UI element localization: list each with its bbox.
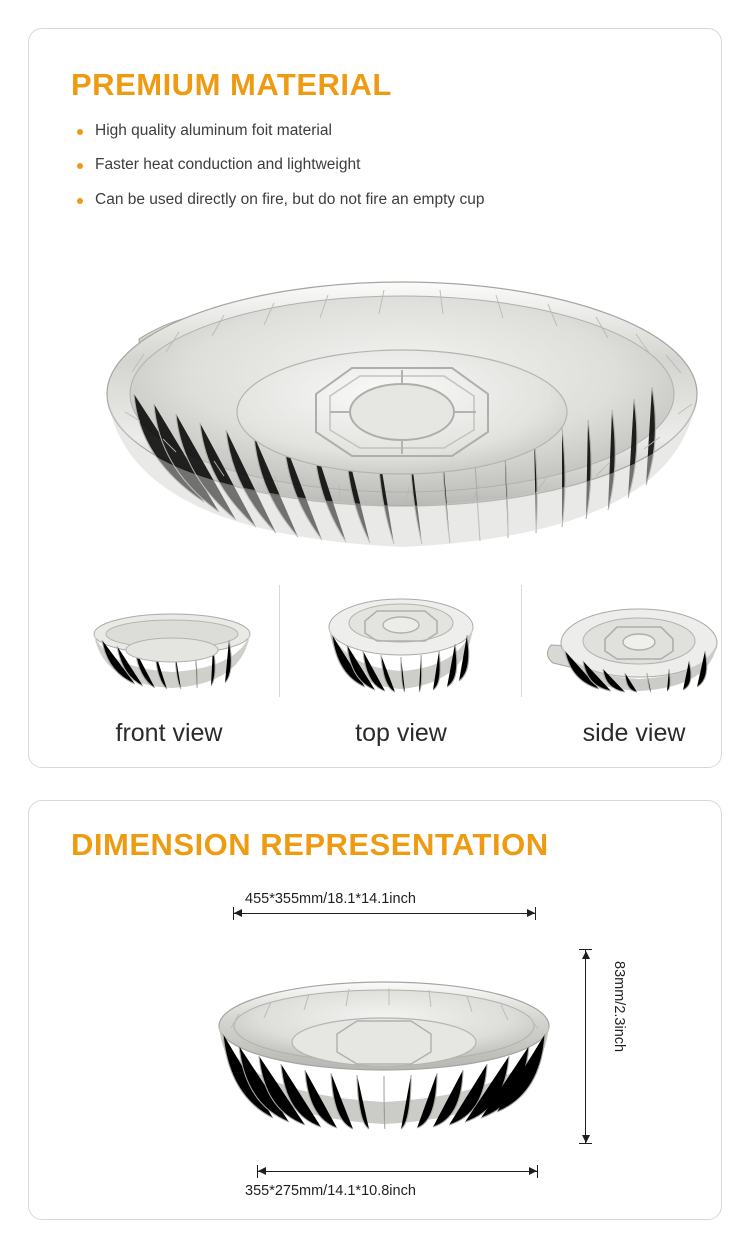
dimension-product-image bbox=[209, 976, 559, 1136]
dimension-bottom-arrow-line bbox=[257, 1171, 537, 1172]
foil-pan-hero-illustration bbox=[84, 244, 704, 574]
premium-material-title: PREMIUM MATERIAL bbox=[71, 67, 392, 102]
divider bbox=[521, 585, 522, 697]
front-view-label: front view bbox=[115, 719, 223, 747]
dimension-right-cap-top bbox=[579, 949, 592, 950]
dimension-bottom-cap-right bbox=[537, 1165, 538, 1178]
dimension-top-cap-right bbox=[535, 907, 536, 920]
dimension-representation-title: DIMENSION REPRESENTATION bbox=[71, 827, 549, 862]
dimension-right-cap-bottom bbox=[579, 1143, 592, 1144]
divider bbox=[279, 585, 280, 697]
dimension-right-arrowhead-bottom bbox=[582, 1135, 590, 1143]
list-item: High quality aluminum foit material bbox=[77, 123, 484, 139]
dimension-top-label: 455*355mm/18.1*14.1inch bbox=[245, 891, 416, 907]
dimension-right-arrowhead-top bbox=[582, 951, 590, 959]
hero-product-image bbox=[84, 244, 704, 574]
list-item: Can be used directly on fire, but do not fire an empty cup bbox=[77, 192, 484, 208]
dimension-right-arrow-line bbox=[585, 949, 586, 1143]
dimension-right-label: 83mm/2.3inch bbox=[611, 961, 627, 1053]
front-view-image bbox=[77, 604, 267, 699]
side-view-image bbox=[539, 599, 724, 699]
dimension-top-arrow-line bbox=[233, 913, 535, 914]
premium-material-card bbox=[28, 28, 722, 768]
top-view-image bbox=[301, 591, 501, 701]
dimension-representation-card bbox=[28, 800, 722, 1220]
list-item: Faster heat conduction and lightweight bbox=[77, 157, 484, 173]
dimension-bottom-arrowhead-left bbox=[258, 1167, 266, 1175]
dimension-bottom-label: 355*275mm/14.1*10.8inch bbox=[245, 1183, 416, 1199]
dimension-top-arrowhead-left bbox=[234, 909, 242, 917]
premium-material-bullets bbox=[77, 123, 484, 226]
top-view-label: top view bbox=[355, 719, 447, 747]
side-view-label: side view bbox=[582, 719, 686, 747]
dimension-bottom-arrowhead-right bbox=[529, 1167, 537, 1175]
dimension-top-arrowhead-right bbox=[527, 909, 535, 917]
